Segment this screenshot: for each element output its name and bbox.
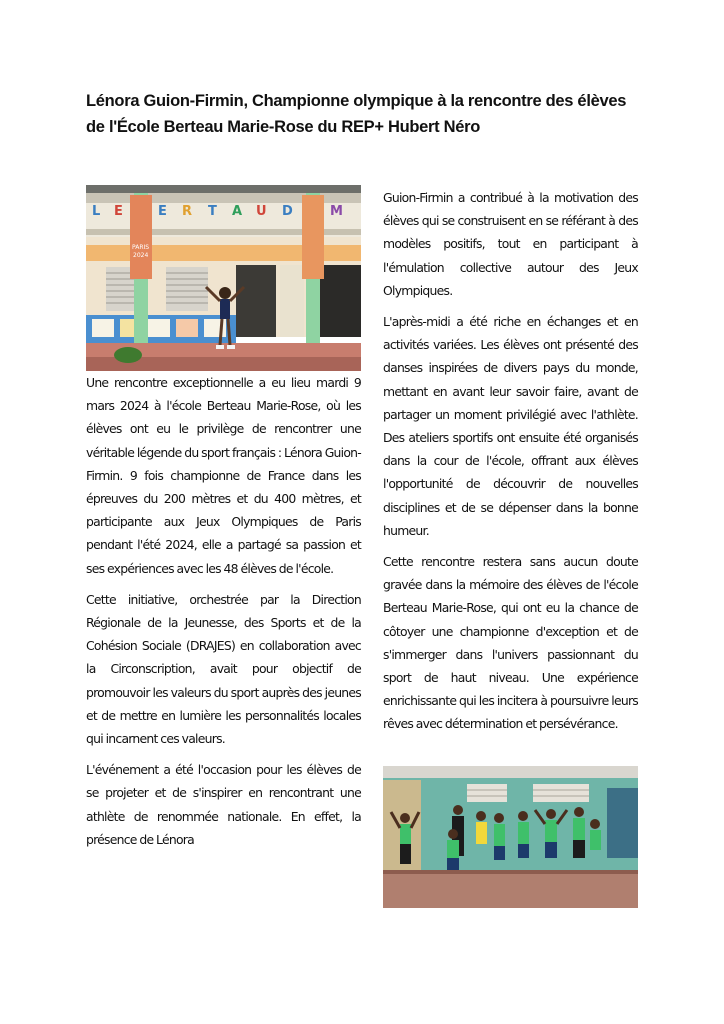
paragraph: Cette rencontre restera sans aucun doute gravée dans la mémoire des élèves de l'école Berteau Marie-Rose, qui ont eu la chance de côtoyer une championne d'exception et de s'immerger dans l'univers passionnant du sport de haut niveau. Une expérience enrichissante qui les incitera à poursuivre leurs rêves avec détermination et persévérance. xyxy=(383,554,638,732)
paragraph: L'événement a été l'occasion pour les élèves de se projeter et de s'inspirer en rencontrant une athlète de renommée nationale. En effet, la présence de Lénora xyxy=(86,762,361,847)
svg-text:E: E xyxy=(114,204,123,219)
svg-text:L: L xyxy=(92,204,101,219)
paragraph: Guion-Firmin a contribué à la motivation des élèves qui se construisent en se référant à des modèles positifs, tout en participant à l'émulation collective autour des Jeux Olympiques. xyxy=(383,190,638,298)
school-facade-photo xyxy=(86,185,361,371)
svg-text:A: A xyxy=(232,204,243,219)
students-jumping-photo xyxy=(383,766,638,908)
svg-text:D: D xyxy=(282,204,293,219)
svg-text:M: M xyxy=(330,204,343,219)
svg-text:E: E xyxy=(158,204,167,219)
right-column xyxy=(383,186,638,744)
left-column xyxy=(86,185,361,859)
paragraph: L'après-midi a été riche en échanges et en activités variées. Les élèves ont présenté des danses inspirées de divers pays du monde, mettant en avant leur savoir faire, avant de partager un moment privilégié avec l'athlète. Des ateliers sportifs ont ensuite été organisés dans la cour de l'école, offrant aux élèves l'opportunité de découvrir de nouvelles disciplines et de se dépenser dans la bonne humeur. xyxy=(383,314,638,538)
paragraph: Cette initiative, orchestrée par la Direction Régionale de la Jeunesse, des Sports et de la Cohésion Sociale (DRAJES) en collaboration avec la Circonscription, avait pour objectif de promouvoir les valeurs du sport auprès des jeunes et de mettre en lumière les personnalités locales qui incarnent ces valeurs. xyxy=(86,591,361,747)
svg-text:R: R xyxy=(182,204,193,219)
svg-text:2024: 2024 xyxy=(133,252,149,259)
paragraph: Une rencontre exceptionnelle a eu lieu mardi 9 mars 2024 à l'école Berteau Marie-Rose, où les élèves ont eu le privilège de rencontrer une véritable légende du sport français : Lénora Guion-Firmin. 9 fois championne de France dans les épreuves du 200 mètres et du 400 mètres, et participante aux Jeux Olympiques de Paris pendant l'été 2024, elle a partagé sa passion et ses expériences avec les 48 élèves de l'école. xyxy=(86,375,361,576)
svg-text:PARIS: PARIS xyxy=(132,244,150,251)
svg-text:U: U xyxy=(256,204,267,219)
article-title: Lénora Guion-Firmin, Championne olympique à la rencontre des élèves de l'École Berteau Marie-Rose du REP+ Hubert Néro xyxy=(86,92,627,136)
svg-text:T: T xyxy=(208,204,217,219)
